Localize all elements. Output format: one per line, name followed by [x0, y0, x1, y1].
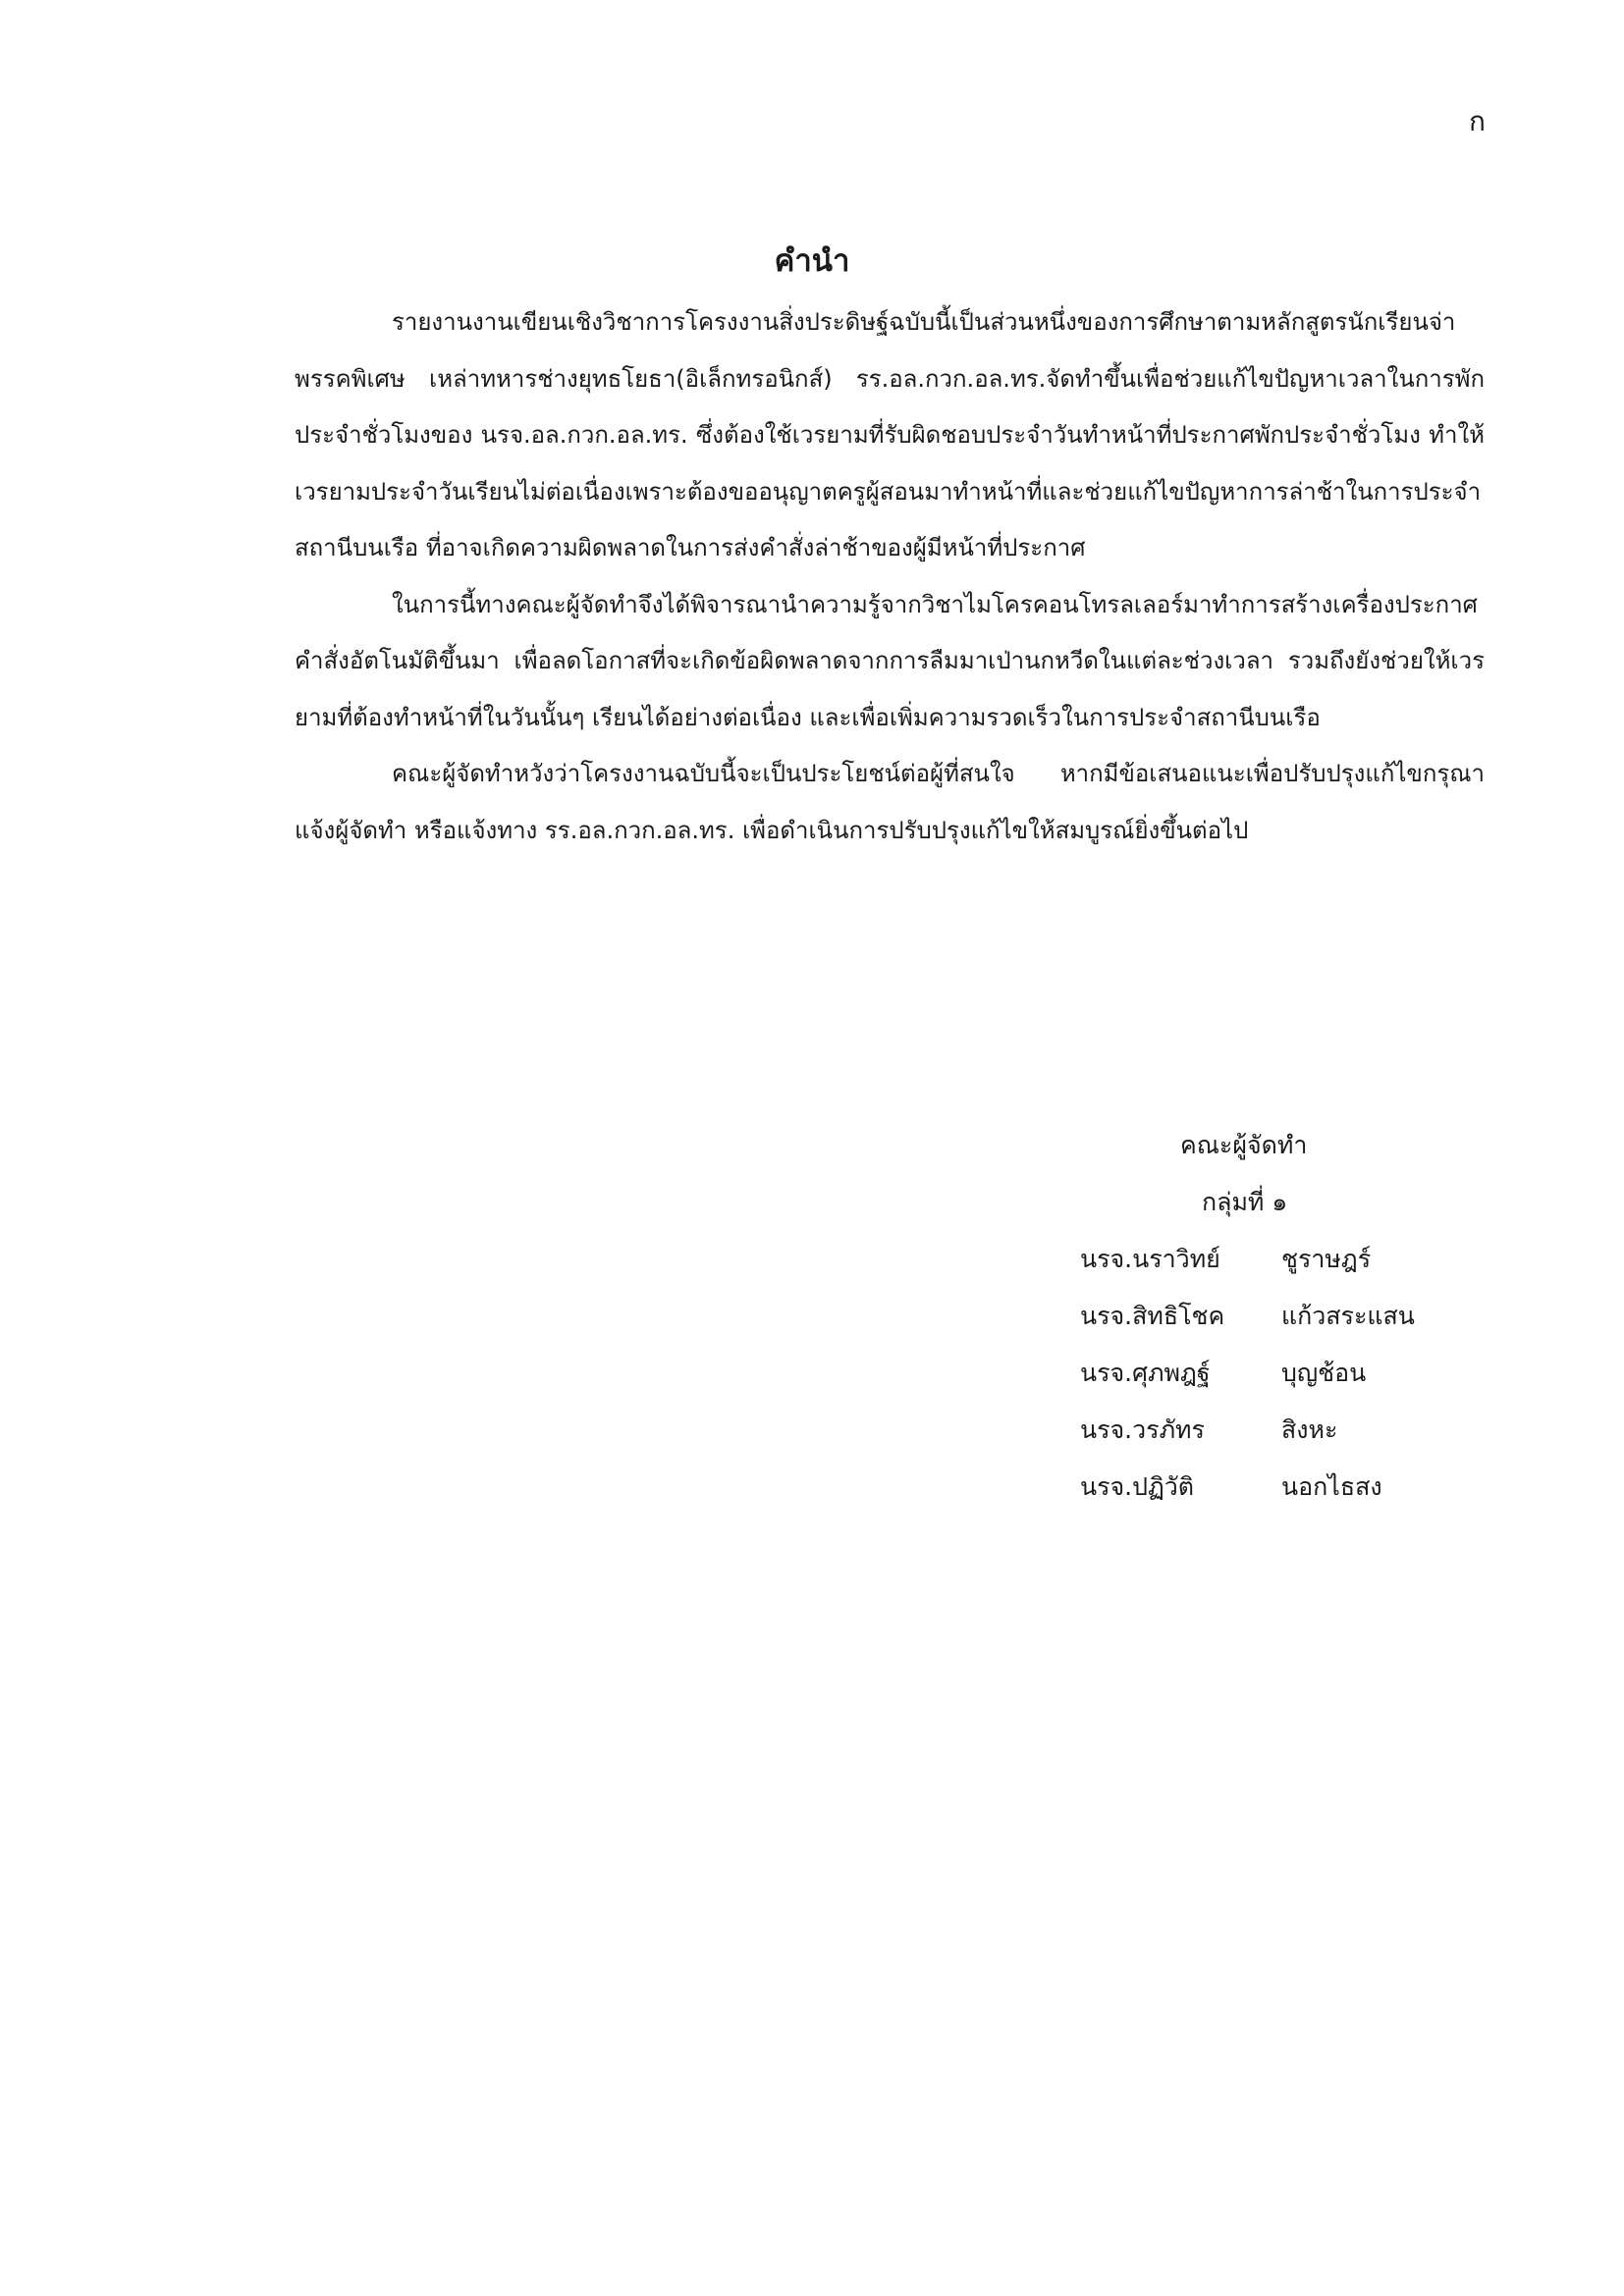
member-last-name: สิงหะ — [1281, 1415, 1338, 1444]
member-row — [1080, 1345, 1492, 1402]
page-title: คำนำ — [774, 243, 850, 279]
paragraph-intro: รายงานงานเขียนเชิงวิชาการโครงงานสิ่งประดิษฐ์ฉบับนี้เป็นส่วนหนึ่งของการศึกษาตามหลักสูตรนักเรียนจ่า พรรคพิเศษ เหล่าทหารช่างยุทธโยธา(อิเล็กทรอนิกส์) รร.อล.กวก.อล.ทร.จัดทำขึ้นเพื่อช่วยแก้ไขปัญหาเวลาในการพักประจำชั่วโมงของ นรจ.อล.กวก.อล.ทร. ซึ่งต้องใช้เวรยามที่รับผิดชอบประจำวันทำหน้าที่ประกาศพักประจำชั่วโมง ทำให้เวรยามประจำวันเรียนไม่ต่อเนื่องเพราะต้องขออนุญาตครูผู้สอนมาทำหน้าที่และช่วยแก้ไขปัญหาการล่าช้าในการประจำสถานีบนเรือ ที่อาจเกิดความผิดพลาดในการส่งคำสั่งล่าช้าของผู้มีหน้าที่ประกาศ — [295, 308, 1485, 561]
member-row — [1080, 1402, 1492, 1459]
member-first-name: นรจ.นราวิทย์ — [1080, 1245, 1220, 1273]
member-last-name: บุญช้อน — [1281, 1359, 1367, 1387]
member-first-name: นรจ.ศุภพฎฐ์ — [1080, 1359, 1211, 1387]
paragraph-purpose: ในการนี้ทางคณะผู้จัดทำจึงได้พิจารณานำความรู้จากวิชาไมโครคอนโทรลเลอร์มาทำการสร้างเครื่องประกาศคำสั่งอัตโนมัติขึ้นมา เพื่อลดโอกาสที่จะเกิดข้อผิดพลาดจากการลืมมาเป่านกหวีดในแต่ละช่วงเวลา รวมถึงยังช่วยให้เวรยามที่ต้องทำหน้าที่ในวันนั้นๆ เรียนได้อย่างต่อเนื่อง และเพื่อเพิ่มความรวดเร็วในการประจำสถานีบนเรือ — [295, 590, 1485, 731]
member-row — [1080, 1459, 1492, 1516]
page-number: ก — [1469, 105, 1486, 137]
member-first-name: นรจ.ปฏิวัติ — [1080, 1472, 1195, 1501]
member-first-name: นรจ.วรภัทร — [1080, 1415, 1205, 1444]
paragraph-closing: คณะผู้จัดทำหวังว่าโครงงานฉบับนี้จะเป็นประโยชน์ต่อผู้ที่สนใจ หากมีข้อเสนอแนะเพื่อปรับปรุงแก้ไขกรุณาแจ้งผู้จัดทำ หรือแจ้งทาง รร.อล.กวก.อล.ทร. เพื่อดำเนินการปรับปรุงแก้ไขให้สมบูรณ์ยิ่งขึ้นต่อไป — [295, 760, 1485, 844]
member-first-name: นรจ.สิทธิโชค — [1080, 1302, 1225, 1330]
foreword-body — [295, 294, 1485, 859]
member-row — [1080, 1231, 1492, 1288]
member-row — [1080, 1288, 1492, 1345]
signature-group: กลุ่มที่ ๑ — [1202, 1188, 1288, 1216]
member-last-name: ชูราษฎร์ — [1281, 1245, 1372, 1273]
member-last-name: นอกไธสง — [1281, 1472, 1382, 1501]
signature-block — [1080, 1117, 1492, 1516]
signature-org: คณะผู้จัดทำ — [1180, 1131, 1308, 1159]
member-last-name: แก้วสระแสน — [1281, 1302, 1415, 1330]
